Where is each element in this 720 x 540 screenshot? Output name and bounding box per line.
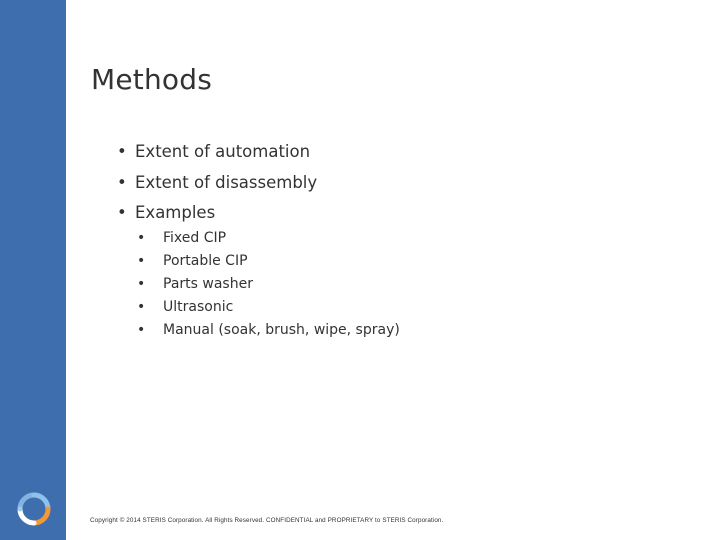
bullet-glyph: •	[137, 322, 146, 338]
sub-bullet-text: Fixed CIP	[163, 230, 227, 246]
bullet-text: Extent of disassembly	[135, 172, 318, 192]
sub-bullet-item	[137, 227, 400, 250]
sub-bullet-list	[137, 227, 400, 342]
bullet-glyph: •	[137, 253, 146, 269]
slide-title: Methods	[91, 63, 213, 96]
sub-bullet-text: Portable CIP	[163, 253, 248, 269]
sub-bullet-item	[137, 296, 400, 319]
sub-bullet-item	[137, 319, 400, 342]
bullet-glyph: •	[137, 299, 146, 315]
bullet-glyph: •	[117, 172, 127, 192]
bullet-list	[117, 140, 317, 232]
bullet-glyph: •	[137, 230, 146, 246]
sub-bullet-item	[137, 250, 400, 273]
bullet-item	[117, 171, 317, 202]
bullet-glyph: •	[137, 276, 146, 292]
bullet-glyph: •	[117, 142, 127, 161]
bullet-item	[117, 140, 317, 171]
sub-bullet-item	[137, 273, 400, 296]
sub-bullet-text: Parts washer	[163, 276, 253, 292]
bullet-text: Extent of automation	[135, 142, 311, 161]
steris-logo-icon	[17, 492, 51, 526]
sub-bullet-text: Manual (soak, brush, wipe, spray)	[163, 322, 400, 338]
bullet-glyph: •	[117, 203, 127, 222]
copyright-footer: Copyright © 2014 STERIS Corporation. All Rights Reserved. CONFIDENTIAL and PROPRIETARY to STERIS Corporation.	[90, 517, 444, 524]
bullet-text: Examples	[135, 203, 216, 222]
sub-bullet-text: Ultrasonic	[163, 299, 234, 315]
sidebar-band	[0, 0, 66, 540]
